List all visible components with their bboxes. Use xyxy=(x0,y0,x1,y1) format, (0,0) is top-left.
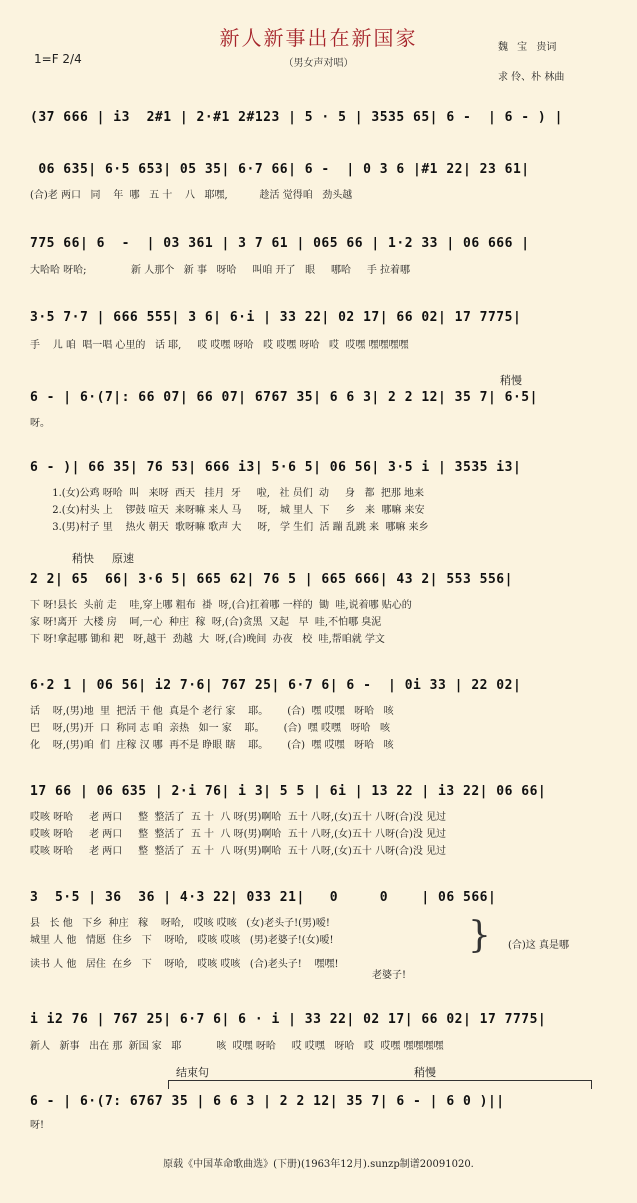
tempo-mark: 稍慢 xyxy=(500,374,522,387)
lyric-line: 2.(女)村头 上 锣鼓 喧天 来呀嘛 来人 马 呀, 城 里人 下 乡 来 哪嘛 来安 xyxy=(30,505,425,516)
notation-line: 2 2| 65 66| 3·6 5| 665 62| 76 5 | 665 666| 43 2| 553 556| xyxy=(30,572,513,587)
notation-line: 6 - | 6·(7: 6767 35 | 6 6 3 | 2 2 12| 35 7| 6 - | 6 0 )|| xyxy=(30,1094,505,1109)
notation-line: 3·5 7·7 | 666 555| 3 6| 6·i | 33 22| 02 17| 66 02| 17 7775| xyxy=(30,310,522,325)
lyric-line: 读书 人 他 居住 在乡 下 呀哈, 哎咳 哎咳 (合)老头子! 嘿嘿! xyxy=(30,959,339,970)
lyric-line: 哎咳 呀哈 老 两口 整 整活了 五 十 八 呀(男)啊哈 五十 八呀,(女)五十 八呀(合)没 见过 xyxy=(30,829,447,840)
lyric-line: (合)老 两口 同 年 哪 五 十 八 耶嘿, 趁活 觉得咱 劲头越 xyxy=(30,190,353,201)
song-title: 新人新事出在新国家 xyxy=(219,26,418,50)
notation-line: 06 635| 6·5 653| 05 35| 6·7 66| 6 - | 0 3 6 |#1 22| 23 61| xyxy=(30,162,530,177)
lyricist-credit: 魏 宝 贵词 xyxy=(498,42,557,53)
brace-symbol: } xyxy=(468,915,491,956)
lyric-line: 手 儿 咱 唱一唱 心里的 话 耶, 哎 哎嘿 呀哈 哎 哎嘿 呀哈 哎 哎嘿 嘿嘿嘿嘿 xyxy=(30,340,409,351)
lyric-line: 新人 新事 出在 那 新国 家 耶 咳 哎嘿 呀哈 哎 哎嘿 呀哈 哎 哎嘿 嘿嘿嘿嘿 xyxy=(30,1041,444,1052)
tempo-mark: 稍慢 xyxy=(414,1066,436,1079)
lyric-line: 大哈哈 呀哈; 新 人那个 新 事 呀哈 叫咱 开了 眼 哪哈 手 拉着哪 xyxy=(30,265,411,276)
lyric-line: 1.(女)公鸡 呀哈 叫 来呀 西天 挂月 牙 啦, 社 员们 动 身 都 把那 地来 xyxy=(30,488,425,499)
lyric-line: 呀。 xyxy=(30,418,50,429)
notation-line: 6·2 1 | 06 56| i2 7·6| 767 25| 6·7 6| 6 - | 0i 33 | 22 02| xyxy=(30,678,522,693)
tempo-mark: 稍快 xyxy=(72,552,94,565)
lyric-line: 下 呀!县长 头前 走 哇,穿上哪 粗布 褂 呀,(合)扛着哪 一样的 锄 哇,说着哪 贴心的 xyxy=(30,600,412,611)
song-subtitle: （男女声对唱） xyxy=(283,58,354,69)
tempo-mark: 结束句 xyxy=(176,1066,209,1079)
lyric-line: 哎咳 呀哈 老 两口 整 整活了 五 十 八 呀(男)啊哈 五十 八呀,(女)五十 八呀(合)没 见过 xyxy=(30,846,447,857)
source-footer: 原载《中国革命歌曲选》(下册)(1963年12月).sunzp制谱20091020. xyxy=(163,1159,474,1170)
lyric-line: 化 呀,(男)咱 们 庄稼 汉 哪 再不是 睁眼 瞎 耶。 (合) 嘿 哎嘿 呀哈 咳 xyxy=(30,740,394,751)
lyric-line: 县 长 他 下乡 种庄 稼 呀哈, 哎咳 哎咳 (女)老头子!(男)嗳! xyxy=(30,918,330,929)
notation-line: 6 - )| 66 35| 76 53| 666 i3| 5·6 5| 06 56| 3·5 i | 3535 i3| xyxy=(30,460,522,475)
lyric-line: 城里 人 他 情愿 住乡 下 呀哈, 哎咳 哎咳 (男)老婆子!(女)嗳! xyxy=(30,935,334,946)
ending-bracket xyxy=(168,1080,592,1089)
lyric-line: 呀! xyxy=(30,1120,45,1131)
notation-line: i i2 76 | 767 25| 6·7 6| 6 · i | 33 22| 02 17| 66 02| 17 7775| xyxy=(30,1012,547,1027)
brace-lyric: (合)这 真是哪 xyxy=(508,940,569,951)
tempo-mark: 原速 xyxy=(112,552,134,565)
lyric-line: 家 呀!离开 大楼 房 呵,一心 种庄 稼 呀,(合)贪黑 又起 早 哇,不怕哪 臭泥 xyxy=(30,617,382,628)
lyric-line: 下 呀!拿起哪 锄和 耙 呀,越干 劲越 大 呀,(合)晚间 办夜 校 哇,帮咱就 学文 xyxy=(30,634,385,645)
notation-line: 3 5·5 | 36 36 | 4·3 22| 033 21| 0 0 | 06 566| xyxy=(30,890,497,905)
lyric-line: 话 呀,(男)地 里 把活 干 他 真是个 老行 家 耶。 (合) 嘿 哎嘿 呀哈 咳 xyxy=(30,706,394,717)
notation-line: 6 - | 6·(7|: 66 07| 66 07| 6767 35| 6 6 3| 2 2 12| 35 7| 6·5| xyxy=(30,390,538,405)
notation-line: 17 66 | 06 635 | 2·i 76| i 3| 5 5 | 6i | 13 22 | i3 22| 06 66| xyxy=(30,784,547,799)
lyric-line: 哎咳 呀哈 老 两口 整 整活了 五 十 八 呀(男)啊哈 五十 八呀,(女)五十 八呀(合)没 见过 xyxy=(30,812,447,823)
key-signature: 1=F 2/4 xyxy=(34,52,82,66)
composer-credit: 求 伶、朴 林曲 xyxy=(498,72,565,83)
lyric-extra: 老婆子! xyxy=(372,970,407,981)
lyric-line: 巴 呀,(男)开 口 称同 志 咱 亲热 如一 家 耶。 (合) 嘿 哎嘿 呀哈 咳 xyxy=(30,723,391,734)
notation-line: 775 66| 6 - | 03 361 | 3 7 61 | 065 66 | 1·2 33 | 06 666 | xyxy=(30,236,530,251)
lyric-line: 3.(男)村子 里 热火 朝天 歌呀嘛 歌声 大 呀, 学 生们 活 蹦 乱跳 来 哪嘛 来乡 xyxy=(30,522,429,533)
notation-line: (37 666 | i3 2#1 | 2·#1 2#123 | 5 · 5 | 3535 65| 6 - | 6 - ) | xyxy=(30,110,563,125)
